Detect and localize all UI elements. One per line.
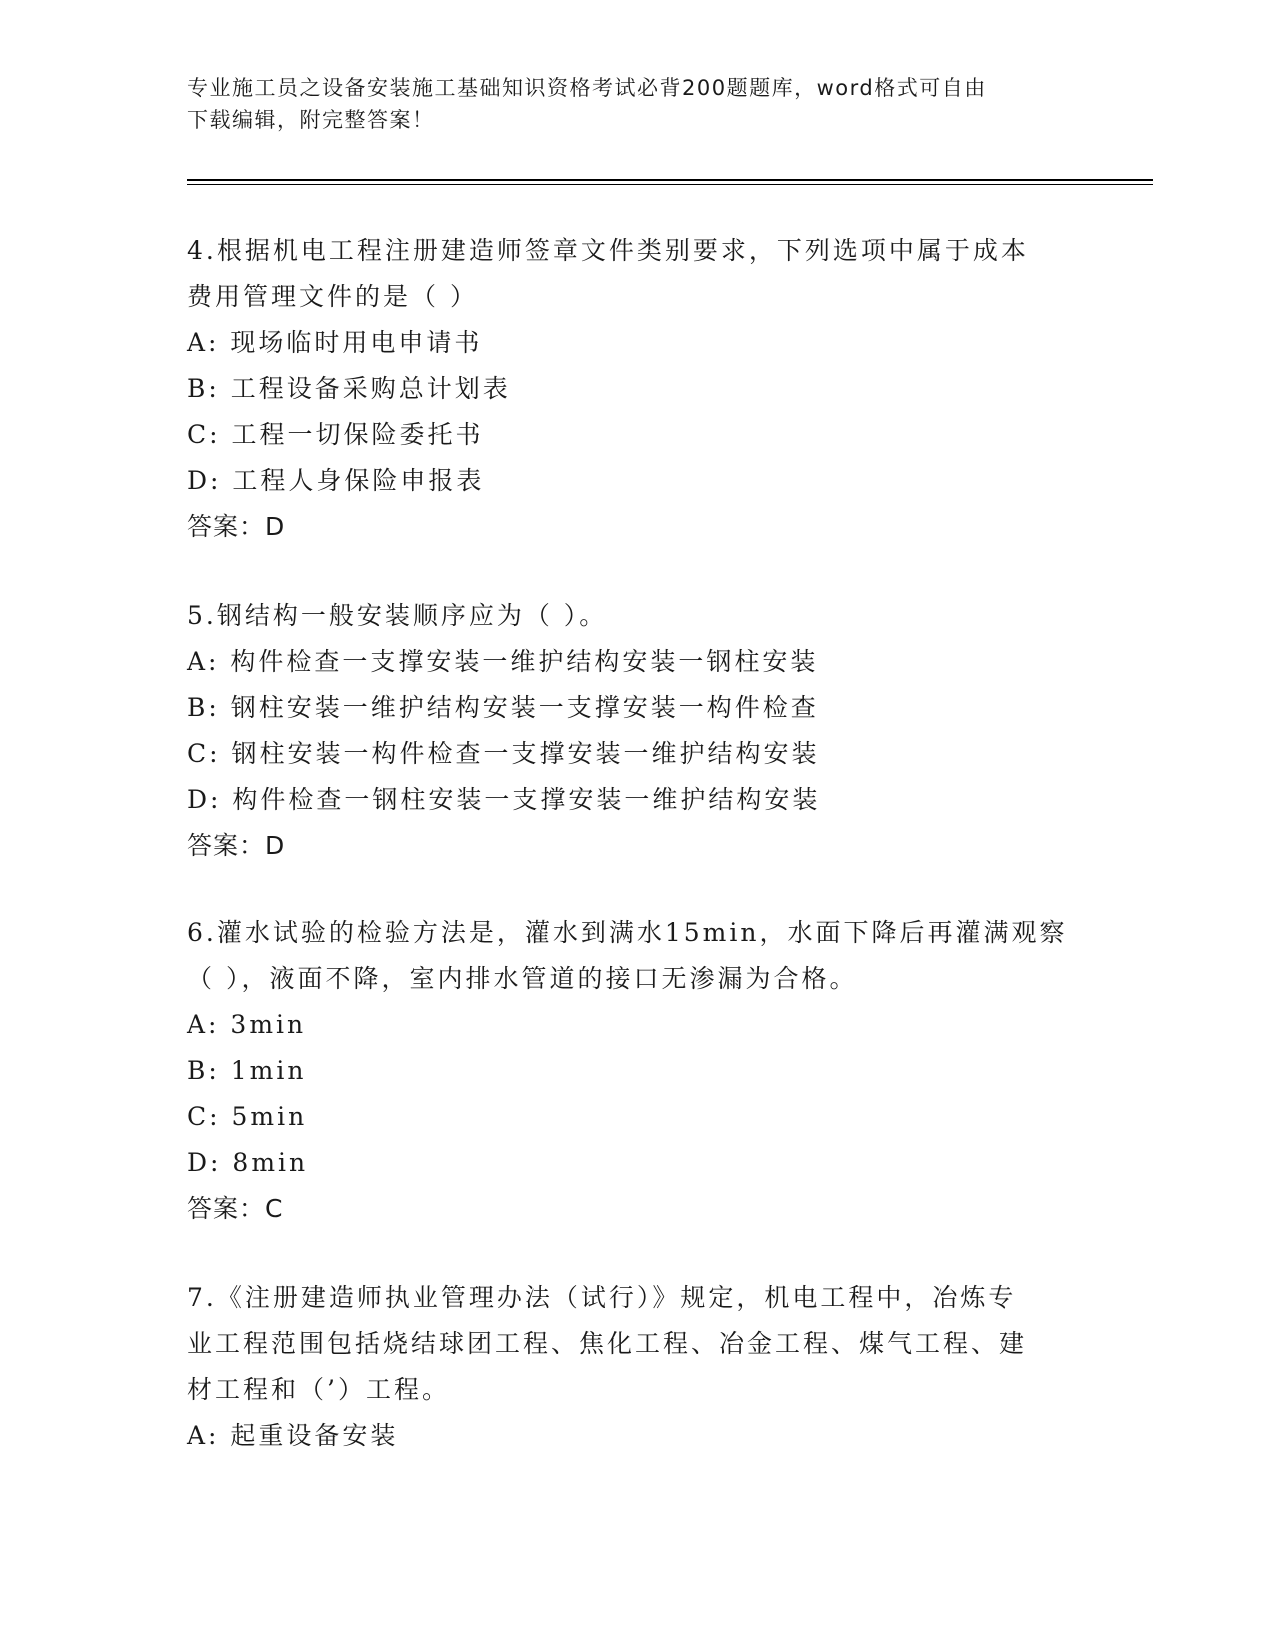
option-a: A: 起重设备安装 (187, 1421, 399, 1450)
option-d: D: 8min (187, 1148, 309, 1177)
question-stem-line: （ ），液面不降，室内排水管道的接口无渗漏为合格。 (187, 964, 858, 993)
question-stem-line: 业工程范围包括烧结球团工程、焦化工程、冶金工程、煤气工程、建 (187, 1329, 1028, 1358)
answer-text: 答案：D (187, 512, 286, 541)
option-c: C: 钢柱安装一构件检查一支撑安装一维护结构安装 (187, 739, 820, 768)
question-5 (187, 593, 1087, 869)
question-stem-line: 费用管理文件的是（ ） (187, 282, 478, 311)
option-d: D: 构件检查一钢柱安装一支撑安装一维护结构安装 (187, 785, 821, 814)
option-c: C: 5min (187, 1102, 308, 1131)
option-b: B: 1min (187, 1056, 307, 1085)
answer-text: 答案：C (187, 1194, 284, 1223)
answer-text: 答案：D (187, 831, 286, 860)
question-stem-line: 7.《注册建造师执业管理办法（试行）》规定，机电工程中，冶炼专 (187, 1283, 1017, 1312)
question-4 (187, 228, 1087, 550)
option-d: D: 工程人身保险申报表 (187, 466, 485, 495)
option-a: A: 3min (187, 1010, 307, 1039)
option-c: C: 工程一切保险委托书 (187, 420, 484, 449)
header-line-1: 专业施工员之设备安装施工基础知识资格考试必背200题题库，word格式可自由 (187, 76, 987, 100)
option-b: B: 工程设备采购总计划表 (187, 374, 511, 403)
header-divider-thick (187, 179, 1153, 181)
question-stem-line: 5.钢结构一般安装顺序应为（ ）。 (187, 601, 608, 630)
header-divider-thin (187, 184, 1153, 185)
question-7 (187, 1275, 1087, 1459)
question-stem-line: 4.根据机电工程注册建造师签章文件类别要求，下列选项中属于成本 (187, 236, 1029, 265)
question-6 (187, 910, 1087, 1232)
document-header (187, 72, 1087, 136)
option-a: A: 构件检查一支撑安装一维护结构安装一钢柱安装 (187, 647, 819, 676)
question-stem-line: 6.灌水试验的检验方法是，灌水到满水15min，水面下降后再灌满观察 (187, 918, 1068, 947)
header-line-2: 下载编辑，附完整答案！ (187, 108, 435, 132)
option-a: A: 现场临时用电申请书 (187, 328, 483, 357)
option-b: B: 钢柱安装一维护结构安装一支撑安装一构件检查 (187, 693, 819, 722)
question-stem-line: 材工程和（’）工程。 (187, 1375, 450, 1404)
